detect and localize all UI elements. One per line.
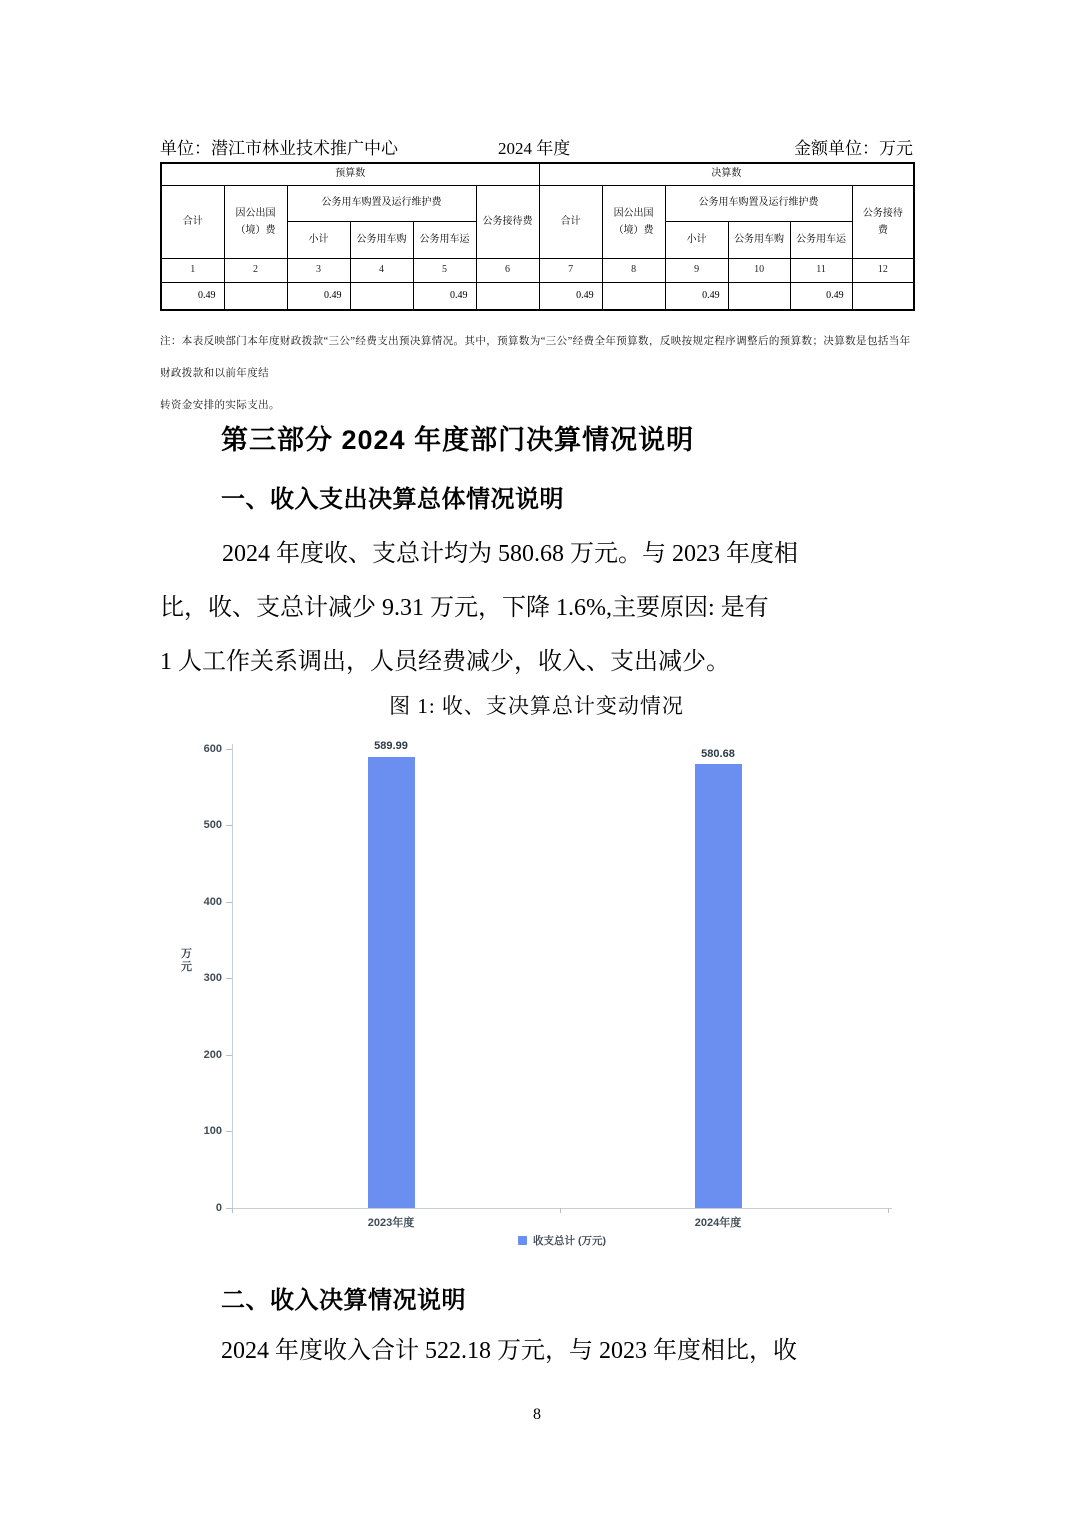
table-cell (852, 282, 914, 310)
budget-abroad-header: 因公出国 （境）费 (224, 185, 287, 258)
table-cell: 0.49 (539, 282, 602, 310)
year-label: 2024 年度 (498, 139, 571, 158)
budget-vehicle-group-header: 公务用车购置及运行维护费 (287, 185, 476, 221)
final-vehicle-operation-header: 公务用车运 (790, 221, 852, 258)
paragraph-1-line1: 2024 年度收、支总计均为 580.68 万元。与 2023 年度相 (222, 541, 798, 567)
budget-group-header: 预算数 (161, 163, 539, 185)
table-note-line1: 注：本表反映部门本年度财政拨款“三公”经费支出预决算情况。其中，预算数为“三公”经费全年预算数，反映按规定程序调整后的预算数；决算数是包括当年财政拨款和以前年度结 (160, 336, 911, 379)
x-axis-line (232, 1208, 892, 1209)
table-cell: 0.49 (790, 282, 852, 310)
x-tick (888, 1208, 889, 1213)
table-row (161, 163, 914, 185)
figure-title: 图 1: 收、支决算总计变动情况 (389, 694, 684, 718)
paragraph-1-line3: 1 人工作关系调出，人员经费减少，收入、支出减少。 (160, 649, 730, 675)
y-tick (226, 1055, 232, 1056)
y-tick (226, 1131, 232, 1132)
final-total-header: 合计 (539, 185, 602, 258)
legend-label: 收支总计 (万元) (533, 1235, 606, 1247)
final-vehicle-subtotal-header: 小计 (665, 221, 728, 258)
paragraph-2-line1: 2024 年度收入合计 522.18 万元，与 2023 年度相比，收 (221, 1338, 797, 1364)
y-tick-label: 400 (203, 896, 222, 908)
final-group-header: 决算数 (539, 163, 914, 185)
value-row (161, 282, 914, 310)
bar-chart (160, 730, 913, 1265)
table-cell (224, 282, 287, 310)
x-tick (232, 1208, 233, 1213)
budget-vehicle-subtotal-header: 小计 (287, 221, 350, 258)
table-row (161, 185, 914, 221)
y-tick (226, 749, 232, 750)
budget-total-header: 合计 (161, 185, 224, 258)
y-tick-label: 100 (203, 1125, 222, 1137)
part-title: 第三部分 2024 年度部门决算情况说明 (221, 425, 695, 455)
paragraph-1-line2: 比，收、支总计减少 9.31 万元，下降 1.6%,主要原因: 是有 (160, 595, 769, 621)
column-number-row: 1 2 3 4 5 6 7 8 9 10 11 12 (161, 258, 914, 282)
section-heading-1: 一、收入支出决算总体情况说明 (221, 486, 564, 513)
x-tick (560, 1208, 561, 1213)
y-tick-label: 500 (203, 819, 222, 831)
section-heading-2: 二、收入决算情况说明 (221, 1287, 466, 1314)
bar-value-label-2023: 589.99 (374, 740, 408, 752)
budget-reception-header: 公务接待费 (476, 185, 539, 258)
y-tick (226, 902, 232, 903)
table-cell (728, 282, 790, 310)
y-tick-label: 600 (203, 743, 222, 755)
table-cell (602, 282, 665, 310)
final-vehicle-purchase-header: 公务用车购 (728, 221, 790, 258)
final-abroad-header: 因公出国 （境）费 (602, 185, 665, 258)
final-vehicle-group-header: 公务用车购置及运行维护费 (665, 185, 852, 221)
bar-2023 (368, 757, 415, 1208)
y-tick-label: 300 (203, 972, 222, 984)
amount-unit-label: 金额单位：万元 (794, 139, 913, 158)
budget-vehicle-operation-header: 公务用车运 (413, 221, 476, 258)
y-tick-label: 0 (215, 1202, 222, 1214)
paragraph-1 (160, 527, 920, 689)
table-cell: 0.49 (413, 282, 476, 310)
budget-vehicle-purchase-header: 公务用车购 (350, 221, 413, 258)
y-tick (226, 825, 232, 826)
table-cell: 0.49 (287, 282, 350, 310)
y-tick (226, 978, 232, 979)
table-meta-line (160, 134, 913, 158)
bar-value-label-2024: 580.68 (701, 748, 735, 760)
legend-swatch-icon (518, 1236, 527, 1245)
page-number: 8 (533, 1406, 541, 1423)
table-cell: 0.49 (161, 282, 224, 310)
x-category-2023: 2023年度 (367, 1217, 415, 1229)
table-note (160, 326, 913, 422)
unit-label: 单位：潜江市林业技术推广中心 (160, 139, 398, 158)
y-tick-label: 200 (203, 1049, 222, 1061)
y-axis-line (232, 744, 233, 1208)
final-reception-header: 公务接待 费 (852, 185, 914, 258)
table-cell (350, 282, 413, 310)
table-cell (476, 282, 539, 310)
table-cell: 0.49 (665, 282, 728, 310)
y-axis-label: 万元 (181, 948, 192, 973)
sanong-expense-table (160, 162, 915, 311)
chart-legend (232, 1233, 892, 1248)
bar-2024 (695, 764, 742, 1208)
table-note-line2: 转资金安排的实际支出。 (160, 400, 280, 411)
x-category-2024: 2024年度 (694, 1217, 742, 1229)
